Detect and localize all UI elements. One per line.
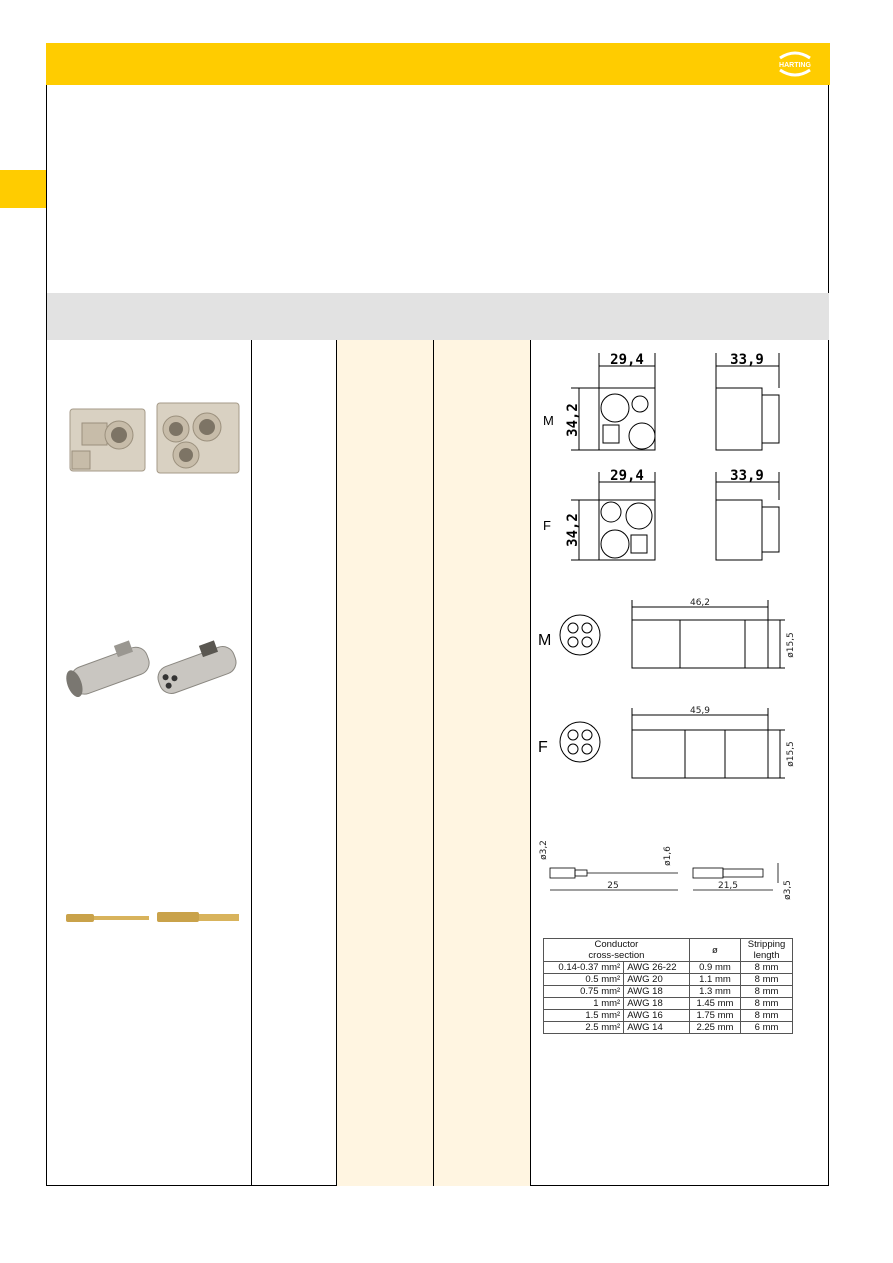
module-dimension-drawing (533, 350, 823, 580)
svg-text:25: 25 (607, 881, 619, 891)
header-stripping-length: Stripping length (741, 939, 793, 962)
table-row (544, 998, 793, 1010)
header-cross-section: Conductor cross-section (544, 939, 690, 962)
cell-dia: 0.9 mm (689, 962, 740, 974)
cell-strip: 8 mm (741, 986, 793, 998)
table-header-row (544, 939, 793, 962)
section-tab (0, 170, 46, 208)
svg-text:29,4: 29,4 (610, 468, 644, 484)
contact-f-drawing (535, 700, 810, 785)
svg-text:33,9: 33,9 (730, 468, 764, 484)
cell-strip: 8 mm (741, 974, 793, 986)
pin-drawing (538, 838, 803, 908)
table-row (544, 962, 793, 974)
column-divider (336, 340, 337, 1186)
svg-text:M: M (538, 632, 552, 649)
svg-text:F: F (543, 518, 551, 533)
cell-strip: 8 mm (741, 998, 793, 1010)
cell-mm: 0.5 mm² (544, 974, 624, 986)
cell-mm: 2.5 mm² (544, 1022, 624, 1034)
svg-text:33,9: 33,9 (730, 352, 764, 368)
table-row (544, 974, 793, 986)
column-highlight-2 (434, 340, 530, 1186)
svg-text:29,4: 29,4 (610, 352, 644, 368)
svg-text:M: M (543, 413, 554, 428)
cell-awg: AWG 18 (624, 998, 690, 1010)
pin-photo (62, 905, 247, 930)
svg-text:46,2: 46,2 (689, 598, 711, 608)
header-bar (46, 43, 830, 85)
cell-mm: 1 mm² (544, 998, 624, 1010)
cell-dia: 2.25 mm (689, 1022, 740, 1034)
cell-strip: 8 mm (741, 1010, 793, 1022)
svg-text:ø15,5: ø15,5 (786, 741, 796, 767)
svg-text:F: F (538, 739, 548, 756)
cell-awg: AWG 20 (624, 974, 690, 986)
svg-text:HARTING: HARTING (779, 62, 811, 69)
svg-text:ø3,5: ø3,5 (783, 880, 793, 900)
svg-text:34,2: 34,2 (565, 513, 581, 547)
table-row (544, 1010, 793, 1022)
svg-text:ø1,6: ø1,6 (663, 846, 673, 866)
svg-text:21,5: 21,5 (717, 881, 739, 891)
cell-mm: 1.5 mm² (544, 1010, 624, 1022)
harting-logo (775, 46, 815, 82)
cell-mm: 0.75 mm² (544, 986, 624, 998)
cell-awg: AWG 18 (624, 986, 690, 998)
column-divider (530, 340, 531, 1186)
table-row (544, 986, 793, 998)
cell-dia: 1.1 mm (689, 974, 740, 986)
table-header-band (47, 293, 829, 340)
column-highlight-1 (337, 340, 433, 1186)
cell-dia: 1.3 mm (689, 986, 740, 998)
cell-mm: 0.14-0.37 mm² (544, 962, 624, 974)
column-divider (433, 340, 434, 1186)
cell-awg: AWG 26-22 (624, 962, 690, 974)
svg-text:34,2: 34,2 (565, 403, 581, 437)
cell-strip: 6 mm (741, 1022, 793, 1034)
svg-text:ø15,5: ø15,5 (786, 632, 796, 658)
svg-text:ø3,2: ø3,2 (539, 840, 549, 860)
module-photo (62, 395, 247, 490)
svg-text:45,9: 45,9 (689, 706, 711, 716)
table-row (544, 1022, 793, 1034)
conductor-table (543, 938, 793, 1034)
column-divider (251, 340, 252, 1186)
cell-dia: 1.45 mm (689, 998, 740, 1010)
cell-awg: AWG 14 (624, 1022, 690, 1034)
contact-m-drawing (535, 595, 810, 680)
header-diameter: ø (689, 939, 740, 962)
cell-dia: 1.75 mm (689, 1010, 740, 1022)
contact-photo (62, 630, 247, 705)
cell-strip: 8 mm (741, 962, 793, 974)
cell-awg: AWG 16 (624, 1010, 690, 1022)
